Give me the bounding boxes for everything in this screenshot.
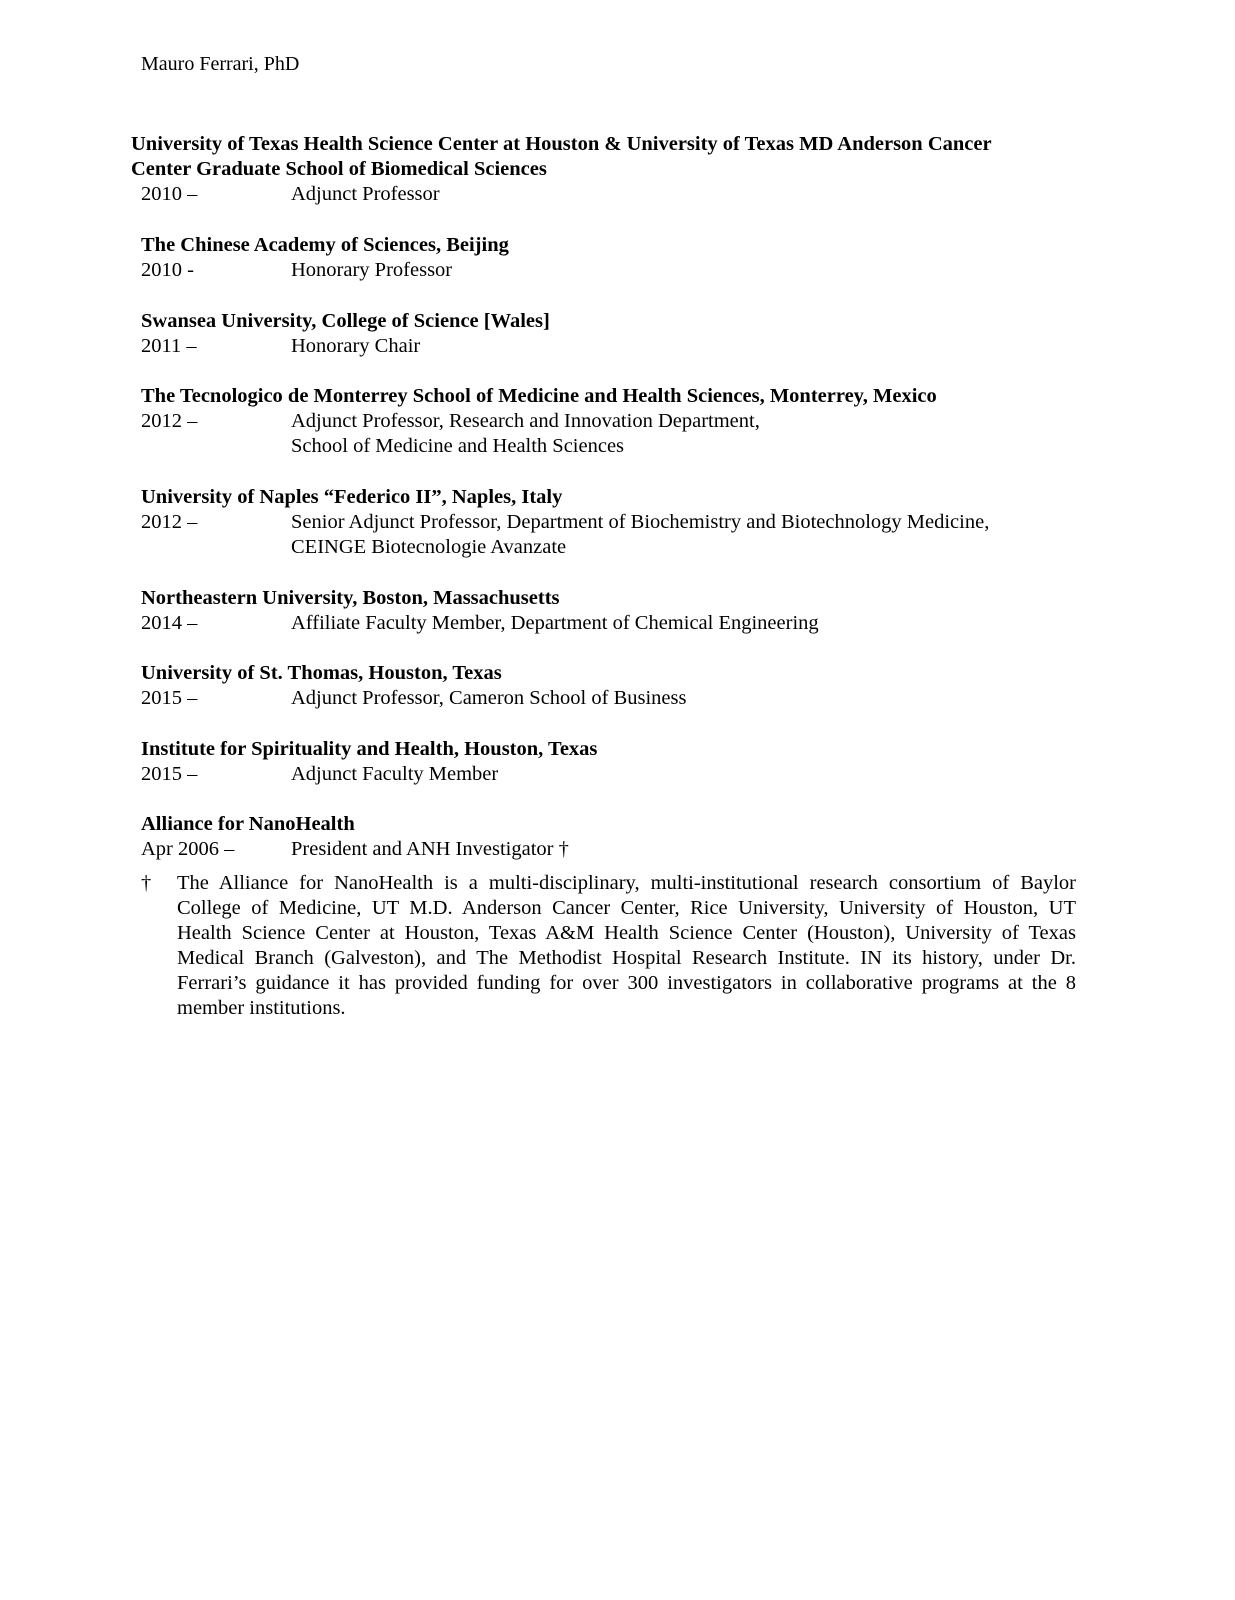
appointment-row [141, 837, 1101, 862]
appointment-row [141, 409, 1101, 459]
role-line: CEINGE Biotecnologie Avanzate [291, 536, 567, 558]
institution-name [131, 132, 1091, 182]
role-line: Adjunct Professor, Research and Innovation Department, [291, 410, 760, 432]
appointment-row [131, 182, 1091, 207]
appointment-role [291, 409, 1101, 459]
appointment-block [141, 586, 1101, 636]
footnote [141, 871, 1076, 1021]
running-header-name: Mauro Ferrari, PhD [141, 53, 300, 75]
appointment-role [291, 686, 1101, 711]
appointment-row [141, 334, 1101, 359]
appointment-block [141, 384, 1101, 459]
appointment-row [141, 762, 1101, 787]
appointment-role [291, 182, 1091, 207]
appointment-role [291, 334, 1101, 359]
appointment-row [141, 510, 1101, 560]
role-line: Honorary Professor [291, 259, 453, 281]
role-line: Affiliate Faculty Member, Department of Chemical Engineering [291, 612, 819, 634]
appointment-role [291, 258, 1101, 283]
appointment-role [291, 837, 1101, 862]
appointment-date: 2015 – [141, 763, 198, 785]
institution-name: Northeastern University, Boston, Massachusetts [141, 587, 560, 609]
appointment-date: Apr 2006 – [141, 838, 235, 860]
appointment-block [141, 309, 1101, 359]
appointment-block [141, 485, 1101, 560]
appointment-date: 2012 – [141, 410, 198, 432]
appointment-date: 2014 – [141, 612, 198, 634]
role-line: Adjunct Faculty Member [291, 763, 499, 785]
appointment-row [141, 686, 1101, 711]
institution-line: Center Graduate School of Biomedical Sciences [131, 158, 547, 180]
appointment-role [291, 762, 1101, 787]
appointment-date: 2015 – [141, 687, 198, 709]
footnote-text [177, 871, 1076, 1021]
appointment-date: 2010 - [141, 259, 194, 281]
appointment-block [141, 812, 1101, 862]
role-line: Senior Adjunct Professor, Department of Biochemistry and Biotechnology Medicine, [291, 511, 990, 533]
institution-name: University of St. Thomas, Houston, Texas [141, 662, 502, 684]
footnote-line: member institutions. [177, 997, 346, 1019]
role-line: Adjunct Professor, Cameron School of Business [291, 687, 687, 709]
footnote-dagger-marker: † [141, 872, 152, 894]
appointment-block [141, 737, 1101, 787]
footnote-line: Medical Branch (Galveston), and The Methodist Hospital Research Institute. IN its history, under Dr. [177, 947, 1076, 969]
institution-name: Swansea University, College of Science [Wales] [141, 310, 550, 332]
role-line: School of Medicine and Health Sciences [291, 435, 625, 457]
appointment-row [141, 258, 1101, 283]
institution-name: Institute for Spirituality and Health, Houston, Texas [141, 738, 598, 760]
role-line: Adjunct Professor [291, 183, 440, 205]
footnote-line: College of Medicine, UT M.D. Anderson Cancer Center, Rice University, University of Houston, UT [177, 897, 1076, 919]
institution-name: University of Naples “Federico II”, Naples, Italy [141, 486, 563, 508]
institution-name: Alliance for NanoHealth [141, 813, 355, 835]
footnote-line: Health Science Center at Houston, Texas A&M Health Science Center (Houston), University of Texas [177, 922, 1076, 944]
footnote-line: Ferrari’s guidance it has provided funding for over 300 investigators in collaborative programs at the 8 [177, 972, 1076, 994]
appointment-date: 2010 – [141, 183, 198, 205]
appointment-block [131, 132, 1091, 207]
institution-line: University of Texas Health Science Center at Houston & University of Texas MD Anderson Cancer [131, 133, 992, 155]
role-line: Honorary Chair [291, 335, 421, 357]
appointment-date: 2012 – [141, 511, 198, 533]
institution-name: The Tecnologico de Monterrey School of Medicine and Health Sciences, Monterrey, Mexico [141, 385, 937, 407]
appointment-block [141, 233, 1101, 283]
appointment-block [141, 661, 1101, 711]
appointment-row [141, 611, 1101, 636]
role-line: President and ANH Investigator † [291, 838, 569, 860]
appointment-role [291, 510, 1101, 560]
appointment-date: 2011 – [141, 335, 197, 357]
institution-name: The Chinese Academy of Sciences, Beijing [141, 234, 509, 256]
appointment-role [291, 611, 1101, 636]
footnote-line: The Alliance for NanoHealth is a multi-disciplinary, multi-institutional research consortium of Baylor [177, 872, 1076, 894]
